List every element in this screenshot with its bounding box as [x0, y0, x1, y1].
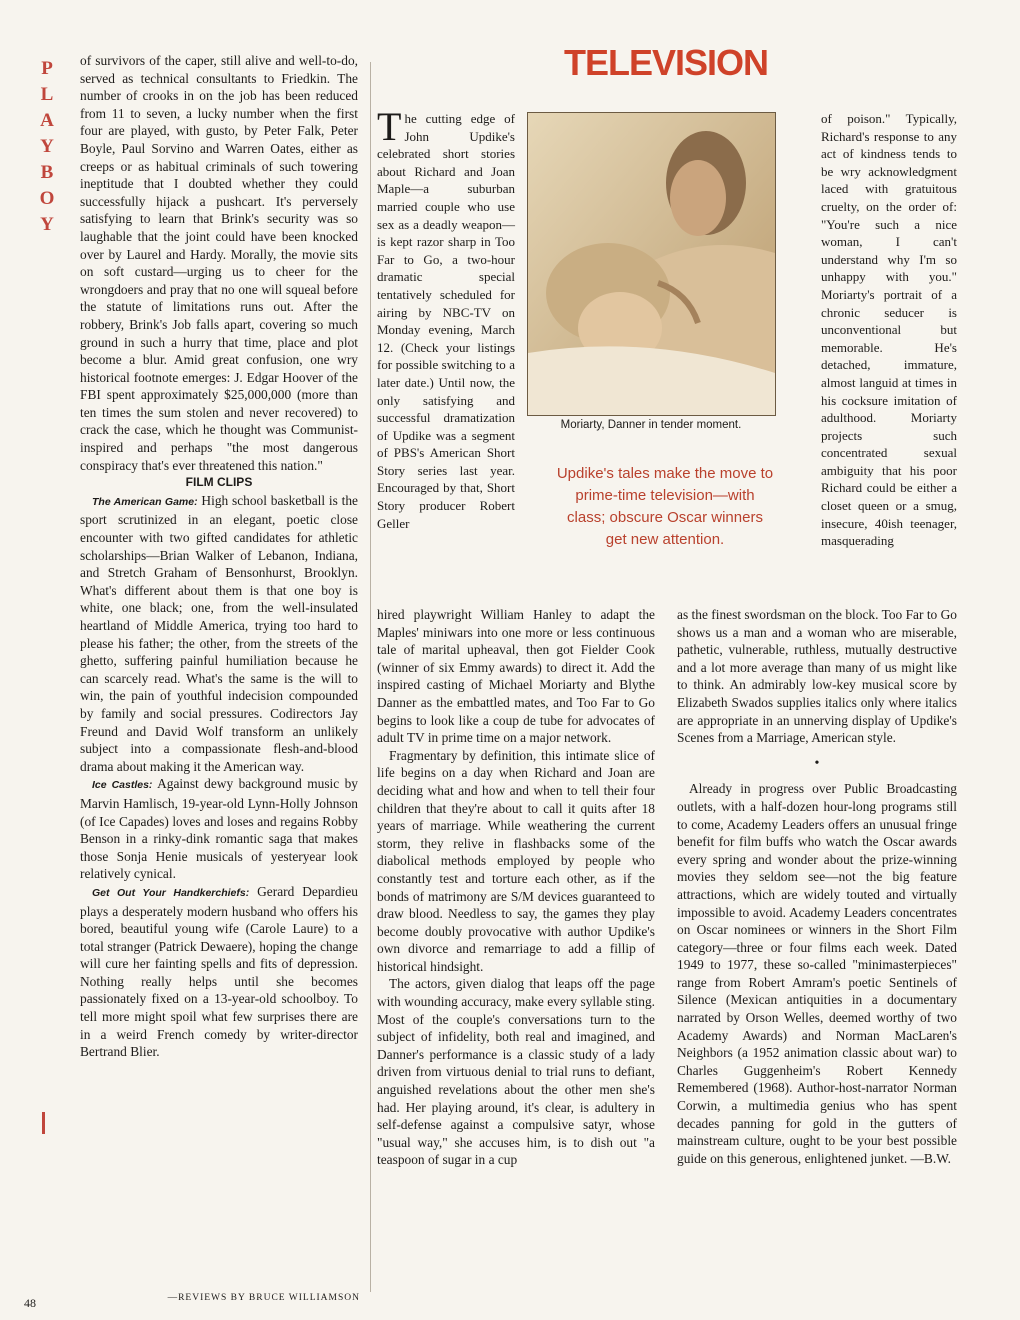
- right-narrow-column: [821, 110, 957, 550]
- review-title: The American Game:: [92, 495, 198, 508]
- review-title: Ice Castles:: [92, 779, 153, 792]
- review-byline: —REVIEWS BY BRUCE WILLIAMSON: [167, 1293, 360, 1303]
- pull-quote: Updike's tales make the move to prime-time television—with class; obscure Oscar winners get new attention.: [556, 465, 774, 548]
- middle-column: [377, 606, 655, 1169]
- review-text: Against dewy background music by Marvin Hamlisch, 19-year-old Lynn-Holly Johnson (of Ice Capades) loves and loses and regains Robby Benson in a rinky-dink romantic saga that makes those Sonja Henie musicals of yesteryear look relatively cynical.: [80, 776, 358, 882]
- photo-illustration: [528, 113, 775, 415]
- right-paragraph-1: as the finest swordsman on the block. Too Far to Go shows us a man and a woman who are miserable, pathetic, vulnerable, ruthless, mutually destructive and a lot more average than many of us might like to think. An admirably low-key musical score by Elizabeth Swados supplies italics only where italics are appropriate in an unnerving display of Updike's Scenes from a Marriage, American style.: [677, 607, 957, 746]
- spine-letter: O: [39, 188, 55, 209]
- opening-paragraph: [377, 104, 515, 532]
- drop-cap: T: [377, 104, 402, 149]
- intro-paragraph: of survivors of the caper, still alive and well-to-do, served as technical consultants to Friedkin. The number of crooks in on the job has been reduced from 11 to seven, a lucky number when the first four are played, with gusto, by Peter Falk, Peter Boyle, Paul Sorvino and Warren Oates, either as creeps or as habitual criminals of such towering ineptitude that I doubted whether they could successfully hijack a pushcart. It's perversely satisfying to learn that Brink's security was so laughable that the joint could have been knocked over by Laurel and Hardy. Morally, the movie sits on soft custard—urging us to cheer for the wrongdoers and pray that no one will squeal before the statute of limitations runs out. After the robbery, Brink's Job falls apart, covering so much ground in such a hurry that time, place and plot become a blur. Amid great confusion, one wry historical footnote emerges: J. Edgar Hoover of the FBI spent approximately $25,000,000 (more than ten times the sum stolen and never recovered) to crack the case, which he thought was Communist-inspired and perhaps "the most dangerous conspiracy that's ever threatened this nation.": [80, 53, 358, 473]
- spine-letter: Y: [40, 214, 54, 235]
- section-bullet: •: [814, 755, 820, 771]
- right-paragraph-2: Already in progress over Public Broadcasting outlets, with a half-dozen hour-long programs still to come, Academy Leaders offers an unusual fringe benefit for film buffs who watch the Oscar awards every spring and wonder about the prize-winning movies they seldom see—not the big feature attractions, which are widely touted and virtually impossible to avoid. Academy Leaders concentrates on Oscar nominees or winners in the Short Film category—three or four films each week. Dated 1949 to 1977, these so-called "minimasterpieces" range from Robert Amram's poetic Sentinels of Silence (Mexican antiquities in a documentary narrated by Orson Welles, deemed worthy of two Academy Awards) and Norman MacLaren's Neighbors (a 1952 animation classic about war) to Charles Guggenheim's Robert Kennedy Remembered (1968). Author-host-narrator Norman Corwin, a multimedia genius who has spent decades panning for gold in the gutters of mainstream culture, ought to be your best possible guide on this generous, enlightened junket. —B.W.: [677, 781, 957, 1166]
- review-american-game: [80, 492, 358, 776]
- review-text: High school basketball is the sport scrutinized in an elegant, poetic close encounter with two gifted candidates for athletic scholarships—Brian Walker of Lebanon, Indiana, and Stretch Graham of Bensonhurst, Brooklyn. What's different about them is that one boy is white, one black; one, from the well-insulated heartland of Middle America, trying too hard to please his father; the other, from the streets of the ghetto, suffering painful humiliation because he can scarcely read. What's the same is the will to win, the pain of youthful indecision compounded by family and social pressures. Codirectors Jay Freund and David Wolf transform an unlikely subject into a compassionate flesh-and-blood drama about making it the American way.: [80, 492, 358, 774]
- still-photo: [527, 112, 776, 416]
- magazine-spine-label: [33, 56, 61, 238]
- review-ice-castles: [80, 775, 358, 883]
- page-number: 48: [24, 1296, 36, 1310]
- middle-paragraph-2: Fragmentary by definition, this intimate slice of life begins on a day when Richard and Joan are deciding what and how and when to tell their four children that they're about to call it quits after 18 years of marriage. While weathering the current storm, they relive in flashbacks some of the diabolical methods employed by people who constantly test and torture each other, as if the bonds of matrimony are S/M devices guaranteed to draw blood. Needless to say, the games they play become doubly provocative with author Updike's own divorce and remarriage to add a fillip of historical hindsight.: [377, 747, 655, 974]
- spine-letter: L: [40, 84, 54, 105]
- spine-letter: Y: [40, 136, 54, 157]
- middle-narrow-column: [377, 104, 515, 532]
- right-opening-paragraph: of poison." Typically, Richard's response to any act of kindness tends to be wry acknowledgment laced with gratuitous cruelty, on the order of: "You're such a nice woman, I can't understand why I'm so unhappy with you." Moriarty's portrait of a chronic seducer is unconventional but memorable. He's detached, immature, almost languid at times in his cocksure imitation of adulthood. Moriarty projects such concentrated sexual ambiguity that his poor Richard could be either a closet queen or a smug, insecure, 40ish teenager, masquerading: [821, 111, 957, 549]
- opening-text: he cutting edge of John Updike's celebrated short stories about Richard and Joan Maple—a suburban married couple who use sex as a deadly weapon—is kept razor sharp in Too Far to Go, a two-hour dramatic special tentatively scheduled for airing by NBC-TV on Monday evening, March 12. (Check your listings for possible switching to a later date.) Until now, the only satisfying and successful dramatization of Updike was a segment of PBS's American Short Story series last year. Encouraged by that, Short Story producer Robert Geller: [377, 111, 515, 531]
- middle-paragraph-3: The actors, given dialog that leaps off the page with wounding accuracy, make every syllable sting. Most of the couple's conversations turn to the subject of infidelity, both real and imagined, and Danner's performance is a classic study of a lady driven from virtuous denial to trial runs to defiant, anguished revelations about the other men she's had. Her playing around, it's clear, is adultery in self-defense against a compulsive satyr, whose "usual way," she accuses him, is to dish out "a teaspoon of sugar in a cup: [377, 976, 655, 1168]
- review-text: Gerard Depardieu plays a desperately modern husband who offers his bored, beautiful young wife (Carole Laure) to a total stranger (Patrick Dewaere), hoping the change will cure her fainting spells and fits of depression. Nothing really helps until she becomes passionately fixed on a 13-year-old schoolboy. To tell more might spoil what few surprises there are in a weird French comedy by writer-director Bertrand Blier.: [80, 883, 358, 1060]
- spine-letter: P: [41, 58, 53, 79]
- photo-caption: Moriarty, Danner in tender moment.: [560, 419, 742, 431]
- right-column: [677, 606, 957, 1167]
- review-handkerchiefs: [80, 883, 358, 1061]
- column-divider: [370, 62, 371, 1292]
- middle-paragraph-1: hired playwright William Hanley to adapt the Maples' miniwars into one more or less continuous tale of marital upheaval, then got Fielder Cook (winner of six Emmy awards) to direct it. Add the inspired casting of Michael Moriarty and Blythe Danner as the embattled mates, and Too Far to Go begins to look like a coup de tube for advocates of adult TV in prime time on a major network.: [377, 607, 655, 746]
- spine-letter: A: [40, 110, 54, 131]
- left-column: [80, 52, 358, 1061]
- margin-mark: [42, 1112, 45, 1134]
- film-clips-heading: FILM CLIPS: [185, 475, 253, 490]
- review-title: Get Out Your Handkerchiefs:: [92, 886, 250, 899]
- section-title: TELEVISION: [563, 42, 769, 83]
- spine-letter: B: [40, 162, 54, 183]
